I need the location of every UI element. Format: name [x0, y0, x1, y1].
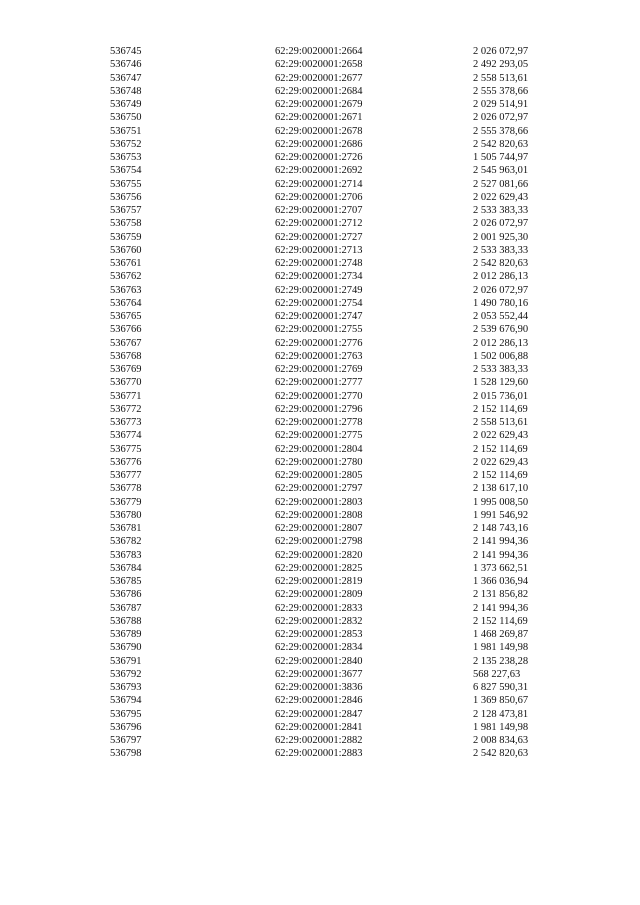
cadastral-value-cell: 2 148 743,16	[473, 523, 529, 534]
cadastral-value-cell: 2 152 114,69	[473, 403, 528, 415]
row-number-cell: 536760	[110, 244, 142, 256]
cadastral-value-cell: 2 152 114,69	[473, 470, 528, 481]
cadastral-value-cell: 2 001 925,30	[473, 231, 529, 243]
table-row	[110, 363, 550, 376]
row-number-cell: 536745	[110, 46, 142, 57]
cadastral-value-cell: 2 022 629,43	[473, 191, 529, 203]
cadastral-value-cell: 2 026 072,97	[473, 46, 529, 57]
table-row	[110, 350, 550, 363]
cadastral-value-cell: 1 366 036,94	[473, 576, 529, 587]
row-number-cell: 536793	[110, 682, 142, 693]
table-row	[110, 178, 550, 191]
row-number-cell: 536763	[110, 284, 142, 296]
cadastral-value-cell: 2 141 994,36	[473, 549, 529, 561]
table-row	[110, 270, 550, 283]
cadastral-number-cell: 62:29:0020001:2664	[275, 46, 363, 57]
row-number-cell: 536756	[110, 191, 142, 203]
table-row	[110, 403, 550, 416]
cadastral-number-cell: 62:29:0020001:2834	[275, 642, 363, 654]
row-number-cell: 536746	[110, 59, 142, 71]
cadastral-value-cell: 1 502 006,88	[473, 350, 529, 362]
row-number-cell: 536796	[110, 721, 142, 733]
cadastral-number-cell: 62:29:0020001:2775	[275, 430, 363, 442]
cadastral-value-cell: 2 152 114,69	[473, 443, 528, 455]
table-row	[110, 588, 550, 601]
cadastral-number-cell: 62:29:0020001:2707	[275, 205, 363, 216]
table-row	[110, 443, 550, 456]
table-row	[110, 310, 550, 323]
cadastral-number-cell: 62:29:0020001:2777	[275, 377, 363, 389]
row-number-cell: 536780	[110, 509, 142, 521]
cadastral-value-cell: 2 558 513,61	[473, 417, 529, 428]
row-number-cell: 536789	[110, 629, 142, 640]
table-row	[110, 628, 550, 641]
cadastral-value-cell: 1 981 149,98	[473, 721, 529, 733]
cadastral-value-cell: 2 012 286,13	[473, 271, 529, 283]
cadastral-number-cell: 62:29:0020001:2747	[275, 311, 363, 322]
cadastral-number-cell: 62:29:0020001:2727	[275, 231, 363, 243]
row-number-cell: 536786	[110, 589, 142, 601]
row-number-cell: 536798	[110, 748, 142, 760]
row-number-cell: 536791	[110, 655, 142, 667]
table-row	[110, 747, 550, 760]
row-number-cell: 536773	[110, 417, 142, 428]
row-number-cell: 536751	[110, 125, 142, 137]
cadastral-value-cell: 1 528 129,60	[473, 377, 529, 389]
table-row	[110, 482, 550, 495]
cadastral-number-cell: 62:29:0020001:2798	[275, 536, 363, 548]
table-row	[110, 549, 550, 562]
cadastral-number-cell: 62:29:0020001:2825	[275, 562, 363, 574]
row-number-cell: 536790	[110, 642, 142, 654]
cadastral-value-table	[110, 45, 550, 761]
cadastral-value-cell: 2 026 072,97	[473, 284, 529, 296]
cadastral-value-cell: 2 492 293,05	[473, 59, 529, 71]
cadastral-number-cell: 62:29:0020001:2755	[275, 324, 363, 336]
cadastral-number-cell: 62:29:0020001:2684	[275, 85, 363, 97]
table-row	[110, 204, 550, 217]
cadastral-number-cell: 62:29:0020001:2712	[275, 218, 363, 230]
cadastral-number-cell: 62:29:0020001:2809	[275, 589, 363, 601]
cadastral-number-cell: 62:29:0020001:2833	[275, 602, 363, 614]
table-row	[110, 390, 550, 403]
cadastral-number-cell: 62:29:0020001:2763	[275, 350, 363, 362]
row-number-cell: 536774	[110, 430, 142, 442]
cadastral-number-cell: 62:29:0020001:2840	[275, 655, 363, 667]
row-number-cell: 536776	[110, 456, 142, 468]
row-number-cell: 536783	[110, 549, 142, 561]
row-number-cell: 536769	[110, 364, 142, 375]
row-number-cell: 536761	[110, 258, 142, 269]
cadastral-number-cell: 62:29:0020001:3836	[275, 682, 363, 693]
row-number-cell: 536752	[110, 138, 142, 150]
cadastral-number-cell: 62:29:0020001:2846	[275, 695, 363, 707]
table-row	[110, 98, 550, 111]
cadastral-number-cell: 62:29:0020001:2754	[275, 297, 363, 309]
cadastral-value-cell: 2 135 238,28	[473, 655, 529, 667]
cadastral-value-cell: 2 008 834,63	[473, 735, 529, 746]
cadastral-value-cell: 2 545 963,01	[473, 165, 529, 177]
row-number-cell: 536785	[110, 576, 142, 587]
cadastral-number-cell: 62:29:0020001:2807	[275, 523, 363, 534]
cadastral-value-cell: 2 128 473,81	[473, 708, 529, 720]
row-number-cell: 536771	[110, 390, 142, 402]
table-row	[110, 522, 550, 535]
table-row	[110, 257, 550, 270]
row-number-cell: 536782	[110, 536, 142, 548]
cadastral-value-cell: 2 012 286,13	[473, 337, 529, 349]
row-number-cell: 536781	[110, 523, 142, 534]
cadastral-number-cell: 62:29:0020001:2776	[275, 337, 363, 349]
cadastral-number-cell: 62:29:0020001:2748	[275, 258, 363, 269]
table-row	[110, 734, 550, 747]
cadastral-value-cell: 2 026 072,97	[473, 218, 529, 230]
cadastral-value-cell: 568 227,63	[473, 668, 521, 680]
row-number-cell: 536778	[110, 483, 142, 495]
cadastral-number-cell: 62:29:0020001:2796	[275, 403, 363, 415]
row-number-cell: 536747	[110, 72, 142, 84]
table-row	[110, 138, 550, 151]
cadastral-value-cell: 2 542 820,63	[473, 138, 529, 150]
table-row	[110, 337, 550, 350]
table-row	[110, 416, 550, 429]
row-number-cell: 536784	[110, 562, 142, 574]
table-row	[110, 496, 550, 509]
cadastral-value-cell: 1 981 149,98	[473, 642, 529, 654]
table-row	[110, 125, 550, 138]
cadastral-number-cell: 62:29:0020001:2769	[275, 364, 363, 375]
row-number-cell: 536775	[110, 443, 142, 455]
row-number-cell: 536788	[110, 615, 142, 627]
row-number-cell: 536762	[110, 271, 142, 283]
table-row	[110, 297, 550, 310]
cadastral-number-cell: 62:29:0020001:2677	[275, 72, 363, 84]
row-number-cell: 536779	[110, 496, 142, 508]
cadastral-number-cell: 62:29:0020001:2853	[275, 629, 363, 640]
table-row	[110, 469, 550, 482]
row-number-cell: 536755	[110, 178, 142, 190]
row-number-cell: 536748	[110, 85, 142, 97]
cadastral-value-cell: 2 558 513,61	[473, 72, 529, 84]
cadastral-number-cell: 62:29:0020001:2820	[275, 549, 363, 561]
cadastral-number-cell: 62:29:0020001:2749	[275, 284, 363, 296]
row-number-cell: 536795	[110, 708, 142, 720]
row-number-cell: 536758	[110, 218, 142, 230]
cadastral-number-cell: 62:29:0020001:2805	[275, 470, 363, 481]
cadastral-number-cell: 62:29:0020001:2713	[275, 244, 363, 256]
row-number-cell: 536765	[110, 311, 142, 322]
row-number-cell: 536764	[110, 297, 142, 309]
cadastral-number-cell: 62:29:0020001:2726	[275, 152, 363, 163]
cadastral-value-cell: 1 373 662,51	[473, 562, 529, 574]
cadastral-number-cell: 62:29:0020001:2671	[275, 112, 363, 124]
cadastral-value-cell: 2 533 383,33	[473, 244, 529, 256]
table-row	[110, 655, 550, 668]
cadastral-value-cell: 2 026 072,97	[473, 112, 529, 124]
table-row	[110, 58, 550, 71]
cadastral-number-cell: 62:29:0020001:2883	[275, 748, 363, 760]
row-number-cell: 536766	[110, 324, 142, 336]
cadastral-value-cell: 2 022 629,43	[473, 456, 529, 468]
cadastral-value-cell: 2 555 378,66	[473, 85, 529, 97]
table-row	[110, 231, 550, 244]
cadastral-number-cell: 62:29:0020001:2686	[275, 138, 363, 150]
table-row	[110, 244, 550, 257]
row-number-cell: 536768	[110, 350, 142, 362]
table-row	[110, 615, 550, 628]
cadastral-number-cell: 62:29:0020001:2780	[275, 456, 363, 468]
cadastral-number-cell: 62:29:0020001:2692	[275, 165, 363, 177]
table-row	[110, 668, 550, 681]
cadastral-value-cell: 2 542 820,63	[473, 748, 529, 760]
cadastral-number-cell: 62:29:0020001:2679	[275, 99, 363, 110]
cadastral-number-cell: 62:29:0020001:2770	[275, 390, 363, 402]
table-row	[110, 284, 550, 297]
cadastral-value-cell: 1 505 744,97	[473, 152, 529, 163]
table-row	[110, 509, 550, 522]
cadastral-value-cell: 2 533 383,33	[473, 205, 529, 216]
table-row	[110, 72, 550, 85]
cadastral-value-cell: 2 022 629,43	[473, 430, 529, 442]
cadastral-value-cell: 2 542 820,63	[473, 258, 529, 269]
table-row	[110, 45, 550, 58]
row-number-cell: 536777	[110, 470, 142, 481]
cadastral-number-cell: 62:29:0020001:2847	[275, 708, 363, 720]
cadastral-number-cell: 62:29:0020001:2832	[275, 615, 363, 627]
row-number-cell: 536797	[110, 735, 142, 746]
cadastral-value-cell: 1 995 008,50	[473, 496, 529, 508]
cadastral-value-cell: 2 029 514,91	[473, 99, 529, 110]
table-row	[110, 429, 550, 442]
table-row	[110, 151, 550, 164]
cadastral-number-cell: 62:29:0020001:3677	[275, 668, 363, 680]
row-number-cell: 536767	[110, 337, 142, 349]
row-number-cell: 536787	[110, 602, 142, 614]
table-row	[110, 641, 550, 654]
cadastral-value-cell: 6 827 590,31	[473, 682, 529, 693]
row-number-cell: 536759	[110, 231, 142, 243]
table-row	[110, 562, 550, 575]
cadastral-number-cell: 62:29:0020001:2706	[275, 191, 363, 203]
cadastral-number-cell: 62:29:0020001:2714	[275, 178, 363, 190]
row-number-cell: 536772	[110, 403, 142, 415]
cadastral-value-cell: 2 015 736,01	[473, 390, 529, 402]
row-number-cell: 536753	[110, 152, 142, 163]
table-row	[110, 602, 550, 615]
table-row	[110, 694, 550, 707]
cadastral-value-cell: 2 152 114,69	[473, 615, 528, 627]
cadastral-number-cell: 62:29:0020001:2797	[275, 483, 363, 495]
table-row	[110, 111, 550, 124]
cadastral-value-cell: 1 490 780,16	[473, 297, 529, 309]
table-row	[110, 164, 550, 177]
table-row	[110, 535, 550, 548]
cadastral-number-cell: 62:29:0020001:2819	[275, 576, 363, 587]
cadastral-value-cell: 1 468 269,87	[473, 629, 529, 640]
cadastral-number-cell: 62:29:0020001:2803	[275, 496, 363, 508]
cadastral-number-cell: 62:29:0020001:2841	[275, 721, 363, 733]
table-row	[110, 456, 550, 469]
table-row	[110, 681, 550, 694]
row-number-cell: 536754	[110, 165, 142, 177]
cadastral-value-cell: 1 369 850,67	[473, 695, 529, 707]
cadastral-value-cell: 2 141 994,36	[473, 536, 529, 548]
table-row	[110, 191, 550, 204]
cadastral-value-cell: 2 555 378,66	[473, 125, 529, 137]
cadastral-value-cell: 2 539 676,90	[473, 324, 529, 336]
cadastral-number-cell: 62:29:0020001:2678	[275, 125, 363, 137]
row-number-cell: 536757	[110, 205, 142, 216]
table-row	[110, 217, 550, 230]
cadastral-number-cell: 62:29:0020001:2778	[275, 417, 363, 428]
cadastral-value-cell: 2 053 552,44	[473, 311, 529, 322]
cadastral-number-cell: 62:29:0020001:2808	[275, 509, 363, 521]
cadastral-value-cell: 2 138 617,10	[473, 483, 529, 495]
cadastral-value-cell: 2 141 994,36	[473, 602, 529, 614]
cadastral-value-cell: 1 991 546,92	[473, 509, 529, 521]
row-number-cell: 536792	[110, 668, 142, 680]
cadastral-number-cell: 62:29:0020001:2804	[275, 443, 363, 455]
cadastral-value-cell: 2 131 856,82	[473, 589, 529, 601]
row-number-cell: 536794	[110, 695, 142, 707]
cadastral-value-cell: 2 533 383,33	[473, 364, 529, 375]
row-number-cell: 536750	[110, 112, 142, 124]
table-row	[110, 323, 550, 336]
table-row	[110, 721, 550, 734]
cadastral-number-cell: 62:29:0020001:2734	[275, 271, 363, 283]
table-row	[110, 376, 550, 389]
cadastral-value-cell: 2 527 081,66	[473, 178, 529, 190]
table-row	[110, 708, 550, 721]
cadastral-number-cell: 62:29:0020001:2882	[275, 735, 363, 746]
table-row	[110, 575, 550, 588]
table-row	[110, 85, 550, 98]
row-number-cell: 536749	[110, 99, 142, 110]
cadastral-number-cell: 62:29:0020001:2658	[275, 59, 363, 71]
row-number-cell: 536770	[110, 377, 142, 389]
